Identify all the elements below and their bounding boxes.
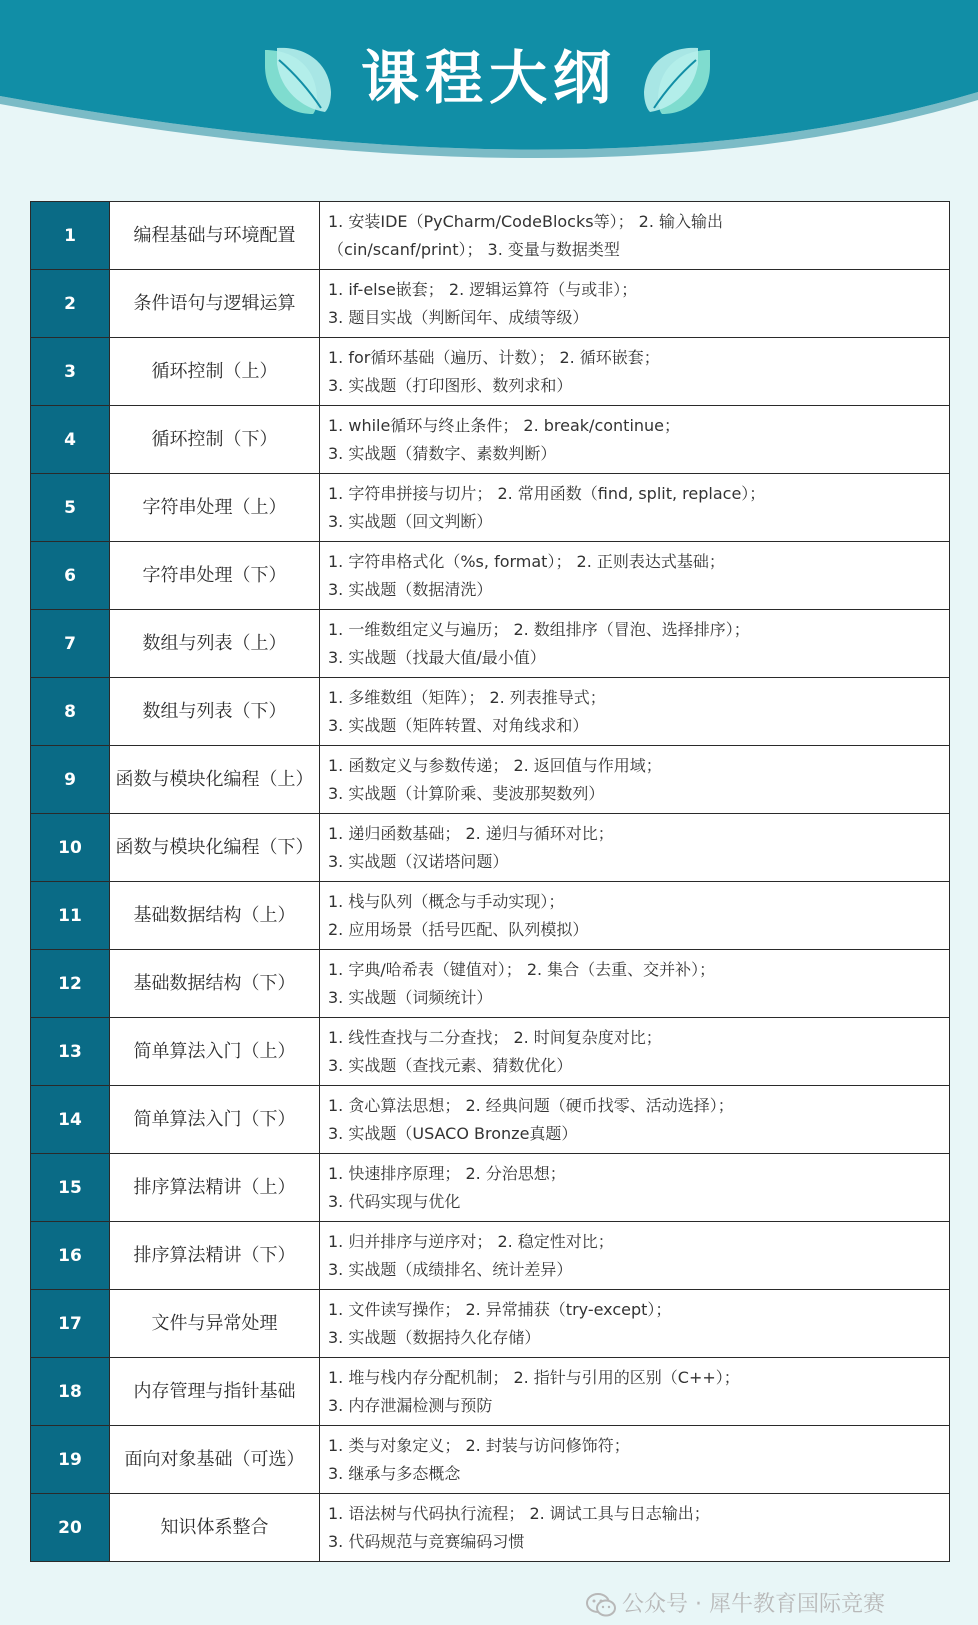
lesson-detail-line: 1. 字符串格式化（%s, format）； 2. 正则表达式基础； [328,551,725,571]
lesson-detail-line: 3. 实战题（USACO Bronze真题） [328,1123,578,1143]
lesson-number: 11 [31,882,110,950]
lesson-detail-line: 1. 类与对象定义； 2. 封装与访问修饰符； [328,1435,630,1455]
lesson-details [320,542,950,610]
lesson-detail-line: 3. 实战题（数据持久化存储） [328,1327,541,1347]
lesson-number: 5 [31,474,110,542]
lesson-details [320,1086,950,1154]
lesson-topic: 数组与列表（下） [110,678,320,746]
lesson-details [320,950,950,1018]
lesson-topic: 条件语句与逻辑运算 [110,270,320,338]
lesson-detail-line: 1. 函数定义与参数传递； 2. 返回值与作用域； [328,755,662,775]
lesson-detail-line: 1. 一维数组定义与遍历； 2. 数组排序（冒泡、选择排序）； [328,619,750,639]
table-row [31,746,950,814]
lesson-detail-line: 3. 实战题（词频统计） [328,987,493,1007]
table-row [31,270,950,338]
lesson-topic: 基础数据结构（上） [110,882,320,950]
table-row [31,542,950,610]
lesson-number: 7 [31,610,110,678]
table-row [31,1086,950,1154]
lesson-detail-line: 1. for循环基础（遍历、计数）； 2. 循环嵌套； [328,347,660,367]
lesson-topic: 数组与列表（上） [110,610,320,678]
lesson-detail-line: 1. 安装IDE（PyCharm/CodeBlocks等）； 2. 输入输出 [328,211,724,231]
table-row [31,338,950,406]
lesson-topic: 函数与模块化编程（下） [110,814,320,882]
lesson-number: 3 [31,338,110,406]
lesson-number: 2 [31,270,110,338]
lesson-detail-line: 1. 语法树与代码执行流程； 2. 调试工具与日志输出； [328,1503,710,1523]
lesson-number: 13 [31,1018,110,1086]
lesson-number: 18 [31,1358,110,1426]
lesson-topic: 字符串处理（下） [110,542,320,610]
lesson-number: 8 [31,678,110,746]
syllabus-table [30,201,950,1562]
lesson-detail-line: 1. 递归函数基础； 2. 递归与循环对比； [328,823,614,843]
lesson-detail-line: 3. 实战题（成绩排名、统计差异） [328,1259,573,1279]
lesson-detail-line: 3. 实战题（猜数字、素数判断） [328,443,557,463]
lesson-details [320,1494,950,1562]
table-row [31,610,950,678]
lesson-topic: 函数与模块化编程（上） [110,746,320,814]
lesson-detail-line: 1. if-else嵌套； 2. 逻辑运算符（与或非）； [328,279,638,299]
lesson-detail-line: 1. 线性查找与二分查找； 2. 时间复杂度对比； [328,1027,662,1047]
lesson-detail-line: 3. 实战题（计算阶乘、斐波那契数列） [328,783,605,803]
watermark-text: 公众号 · 犀牛教育国际竞赛 [622,1592,885,1617]
table-row [31,406,950,474]
lesson-topic: 编程基础与环境配置 [110,202,320,270]
table-row [31,678,950,746]
wechat-icon [586,1592,616,1618]
lesson-detail-line: 3. 实战题（查找元素、猜数优化） [328,1055,573,1075]
lesson-detail-line: 1. 字符串拼接与切片； 2. 常用函数（find, split, replace）； [328,483,766,503]
lesson-number: 10 [31,814,110,882]
lesson-details [320,406,950,474]
table-row [31,1290,950,1358]
lesson-detail-line: 1. 文件读写操作； 2. 异常捕获（try-except）； [328,1299,672,1319]
lesson-details [320,474,950,542]
lesson-detail-line: 1. 字典/哈希表（键值对）； 2. 集合（去重、交并补）； [328,959,716,979]
lesson-detail-line: 1. while循环与终止条件； 2. break/continue； [328,415,681,435]
lesson-topic: 字符串处理（上） [110,474,320,542]
lesson-details [320,1154,950,1222]
lesson-topic: 排序算法精讲（上） [110,1154,320,1222]
lesson-detail-line: 1. 多维数组（矩阵）； 2. 列表推导式； [328,687,606,707]
lesson-details [320,1426,950,1494]
lesson-detail-line: 3. 实战题（回文判断） [328,511,493,531]
lesson-details [320,1222,950,1290]
lesson-detail-line: （cin/scanf/print）； 3. 变量与数据类型 [328,239,620,259]
table-row [31,950,950,1018]
lesson-number: 16 [31,1222,110,1290]
lesson-topic: 循环控制（上） [110,338,320,406]
lesson-topic: 内存管理与指针基础 [110,1358,320,1426]
lesson-details [320,1358,950,1426]
lesson-number: 4 [31,406,110,474]
lesson-number: 6 [31,542,110,610]
lesson-detail-line: 1. 快速排序原理； 2. 分治思想； [328,1163,566,1183]
lesson-details [320,814,950,882]
lesson-number: 12 [31,950,110,1018]
lesson-topic: 面向对象基础（可选） [110,1426,320,1494]
lesson-number: 14 [31,1086,110,1154]
lesson-number: 15 [31,1154,110,1222]
table-row [31,1154,950,1222]
lesson-details [320,338,950,406]
lesson-detail-line: 3. 实战题（找最大值/最小值） [328,647,546,667]
lesson-detail-line: 1. 栈与队列（概念与手动实现）； [328,891,565,911]
lesson-details [320,1018,950,1086]
lesson-details [320,746,950,814]
lesson-detail-line: 3. 代码规范与竞赛编码习惯 [328,1531,525,1551]
lesson-detail-line: 3. 实战题（数据清洗） [328,579,493,599]
lesson-topic: 简单算法入门（上） [110,1018,320,1086]
lesson-detail-line: 3. 代码实现与优化 [328,1191,461,1211]
lesson-detail-line: 3. 实战题（矩阵转置、对角线求和） [328,715,589,735]
lesson-number: 20 [31,1494,110,1562]
lesson-details [320,678,950,746]
lesson-detail-line: 3. 内存泄漏检测与预防 [328,1395,493,1415]
table-row [31,814,950,882]
table-row [31,882,950,950]
page-title: 课程大纲 [360,44,617,112]
lesson-details [320,270,950,338]
lesson-number: 9 [31,746,110,814]
lesson-topic: 知识体系整合 [110,1494,320,1562]
lesson-detail-line: 2. 应用场景（括号匹配、队列模拟） [328,919,589,939]
lesson-number: 17 [31,1290,110,1358]
lesson-number: 1 [31,202,110,270]
lesson-topic: 简单算法入门（下） [110,1086,320,1154]
syllabus-body [31,202,950,1562]
lesson-detail-line: 1. 堆与栈内存分配机制； 2. 指针与引用的区别（C++）； [328,1367,740,1387]
lesson-topic: 循环控制（下） [110,406,320,474]
lesson-details [320,1290,950,1358]
lesson-detail-line: 1. 归并排序与逆序对； 2. 稳定性对比； [328,1231,614,1251]
lesson-topic: 文件与异常处理 [110,1290,320,1358]
table-row [31,1494,950,1562]
lesson-details [320,610,950,678]
lesson-detail-line: 1. 贪心算法思想； 2. 经典问题（硬币找零、活动选择）； [328,1095,734,1115]
lesson-number: 19 [31,1426,110,1494]
watermark [586,1590,966,1620]
lesson-details [320,882,950,950]
lesson-topic: 基础数据结构（下） [110,950,320,1018]
lesson-detail-line: 3. 继承与多态概念 [328,1463,461,1483]
lesson-detail-line: 3. 题目实战（判断闰年、成绩等级） [328,307,589,327]
lesson-detail-line: 3. 实战题（汉诺塔问题） [328,851,509,871]
table-row [31,474,950,542]
table-row [31,1426,950,1494]
table-row [31,1018,950,1086]
lesson-topic: 排序算法精讲（下） [110,1222,320,1290]
table-row [31,1358,950,1426]
lesson-details [320,202,950,270]
lesson-detail-line: 3. 实战题（打印图形、数列求和） [328,375,573,395]
table-row [31,202,950,270]
leaf-icon-right [640,42,720,118]
table-row [31,1222,950,1290]
